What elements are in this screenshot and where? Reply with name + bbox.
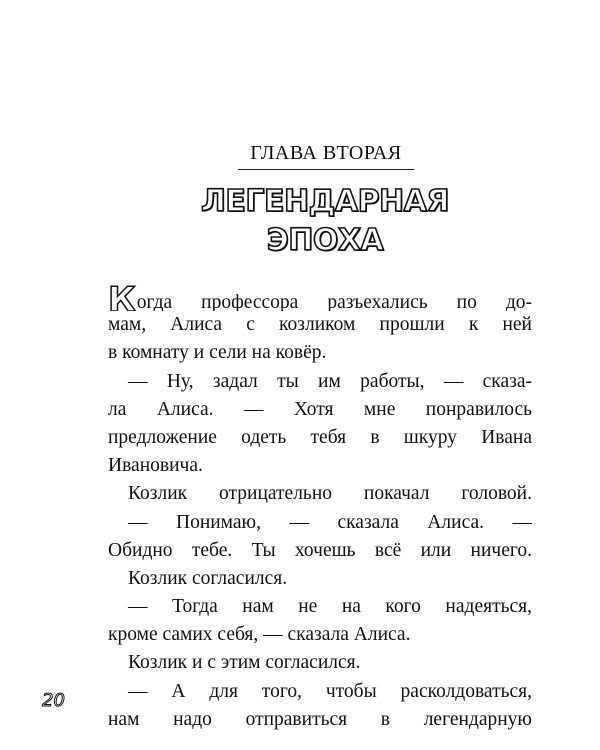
text-line: [108, 283, 532, 311]
text-line: — А для того, чтобы расколдоваться,: [128, 680, 532, 702]
chapter-label: ГЛАВА ВТОРАЯ: [238, 142, 414, 170]
text-line: мам, Алиса с козликом прошли к ней: [108, 314, 532, 336]
text-line: в комнату и сели на ковёр.: [108, 342, 327, 364]
chapter-title-line-2: ЭПОХА: [266, 223, 384, 258]
text-line: Козлик отрицательно покачал головой.: [128, 483, 532, 505]
text-line: Ивановича.: [108, 455, 203, 477]
drop-cap: К: [108, 283, 136, 312]
page-number: 20: [42, 690, 65, 711]
text-line: предложение одеть тебя в шкуру Ивана: [108, 426, 532, 448]
text-line: Обидно тебе. Ты хочешь всё или ничего.: [108, 539, 532, 561]
text-line: кроме самих себя, — сказала Алиса.: [108, 624, 411, 646]
text-line: Козлик и с этим согласился.: [128, 652, 361, 674]
text-line-content: огда профессора разъехались по до-: [136, 292, 532, 312]
body-text: [108, 283, 532, 734]
text-line: ла Алиса. — Хотя мне понравилось: [108, 398, 532, 420]
text-line: — Ну, задал ты им работы, — сказа-: [128, 370, 532, 392]
text-line: — Тогда нам не на кого надеяться,: [128, 596, 532, 618]
text-line: Козлик согласился.: [128, 567, 288, 589]
chapter-title-line-1: ЛЕГЕНДАРНАЯ: [201, 184, 449, 219]
text-line: нам надо отправиться в легендарную: [108, 708, 532, 730]
text-line: — Понимаю, — сказала Алиса. —: [128, 511, 532, 533]
